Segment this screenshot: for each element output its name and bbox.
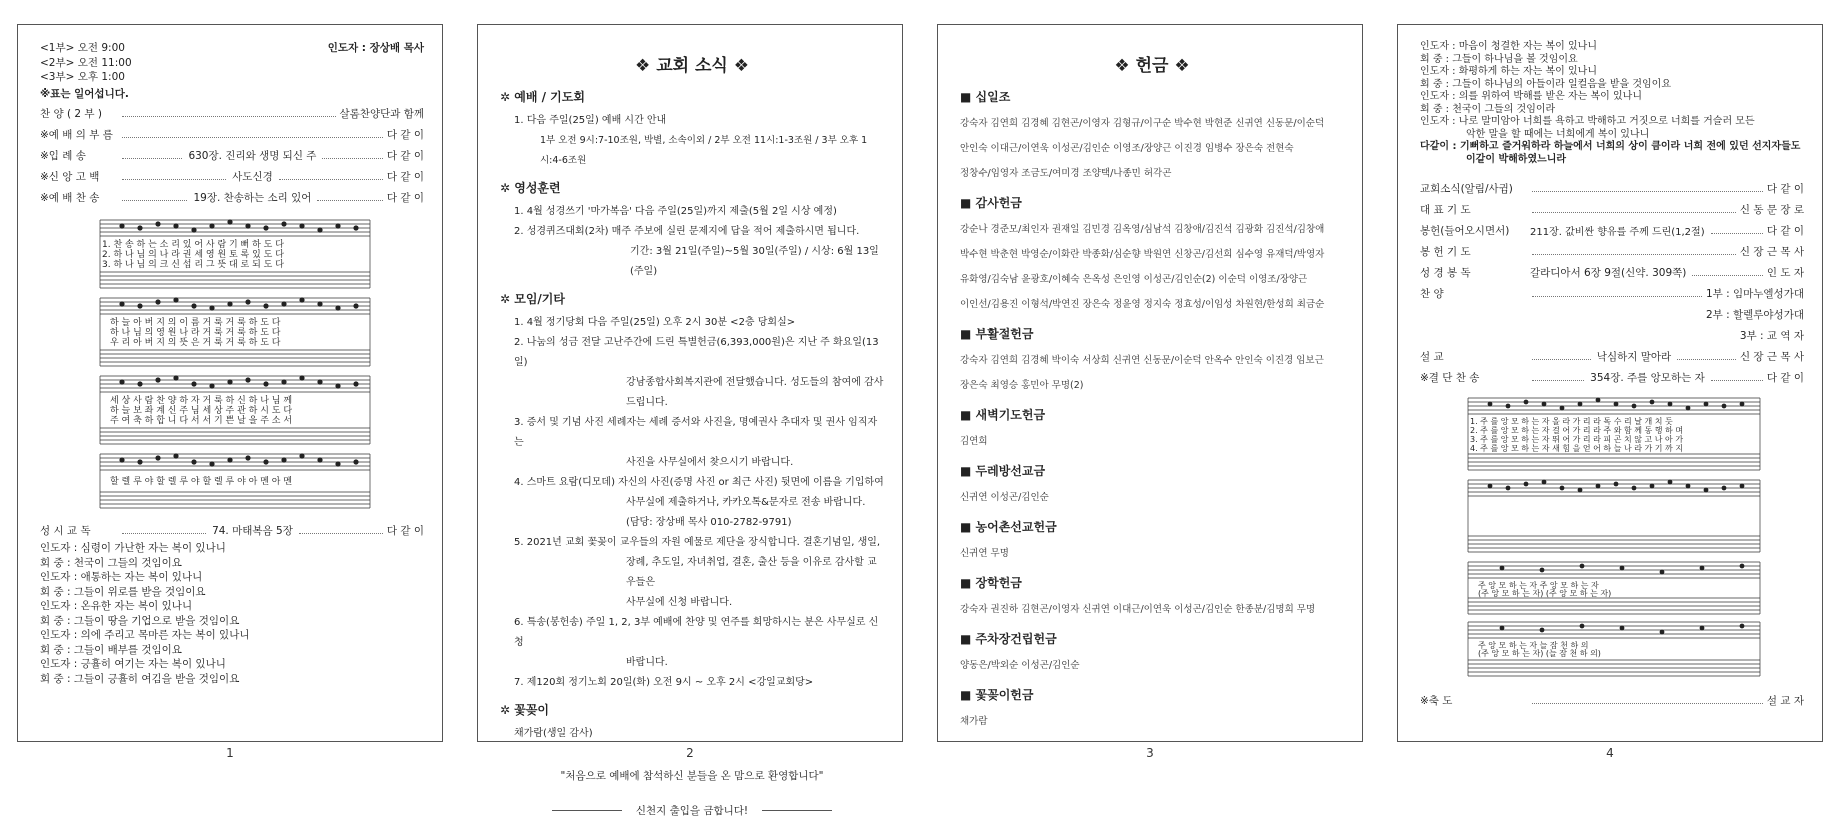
news-item: 2. 나눔의 성금 전달 고난주간에 드린 특별헌금(6,393,000원)은 지난 주 화요일(13일) <box>514 337 879 368</box>
page-number: 4 <box>1606 746 1614 760</box>
news-item: 5. 2021년 교회 꽃꽂이 교우들의 자원 예물로 제단을 장식합니다. 결혼기념일, 생일, <box>514 537 881 548</box>
order-label: 교회소식(알림/사귐) <box>1420 183 1513 195</box>
page-number: 3 <box>1146 746 1154 760</box>
leader-dots <box>1532 254 1736 255</box>
leader-dots <box>122 137 383 138</box>
order-leader: 다 같 이 <box>1766 183 1804 195</box>
footer-text: 신천지 출입을 금합니다! <box>635 805 749 817</box>
leader-dots <box>1711 380 1763 381</box>
lyric-line: 2. 하 나 님 의 나 라 권 세 영 원 토 록 있 도 다 <box>102 250 284 260</box>
order-leader: 다 같 이 <box>386 129 424 141</box>
lyric-line: 할 렐 루 야 할 렐 루 야 할 렐 루 야 아 멘 아 멘 <box>110 477 293 487</box>
offering-names: 강숙자 김연희 김경혜 박이숙 서상희 신귀연 신동문/이순덕 안옥수 안인숙 이진경 임보근 <box>960 355 1324 366</box>
offering-heading: ■ 감사헌금 <box>960 196 1022 210</box>
order-list-bottom <box>1420 178 1804 388</box>
reading-line: 인도자 : 나로 말미암아 너희를 욕하고 박해하고 거짓으로 너희를 거슬러 모든 <box>1420 116 1755 127</box>
leader-dots <box>122 116 336 117</box>
reading-line: 인도자 : 애통하는 자는 복이 있나니 <box>40 571 203 583</box>
stand-note: ※표는 일어섭니다. <box>40 87 129 100</box>
reading-line: 회 중 : 그들이 위로를 받을 것임이요 <box>40 585 206 598</box>
order-item: 낙심하지 말아라 <box>1596 351 1672 363</box>
order-row <box>40 145 424 166</box>
order-item: 74. 마태복음 5장 <box>212 525 293 537</box>
bulletin-page-4 <box>1397 24 1823 742</box>
news-item: 1. 4월 성경쓰기 '마가복음' 다음 주일(25일)까지 제출(5월 2일 시상 예정) <box>514 206 837 217</box>
bulletin-page-1 <box>17 24 443 742</box>
section-heading: ✲ 모임/기타 <box>500 292 565 306</box>
news-item: 장례, 추도일, 자녀취업, 결혼, 출산 등을 이유로 감사할 교우들은 <box>626 557 877 588</box>
order-leader: 신 동 문 장 로 <box>1739 204 1804 216</box>
offering-heading: ■ 부활절헌금 <box>960 327 1034 341</box>
news-item: 사무실에 신청 바랍니다. <box>626 597 733 608</box>
news-item: 7. 제120회 정기노회 20일(화) 오전 9시 ~ 오후 2시 <강일교회당> <box>514 677 814 688</box>
lyric-line: 3. 주 를 앙 모 하 는 자 뛰 어 가 리 라 피 곤 치 않 고 나 아 가 <box>1470 435 1684 444</box>
service-time-2: <2부> 오전 11:00 <box>40 56 132 69</box>
reading-line: 다같이 : 기뻐하고 즐거워하라 하늘에서 너희의 상이 큼이라 너희 전에 있던 선지자들도 <box>1420 141 1801 152</box>
news-item: 4. 스마트 요람(디모데) 자신의 사진(증명 사진 or 최근 사진) 뒷면에 이름을 기입하여 <box>514 477 884 488</box>
offering-names: 강숙자 김연희 김경혜 김현곤/이영자 김형규/이구순 박수현 박현준 신귀연 신동문/이순덕 <box>960 118 1325 129</box>
offering-names: 안인숙 이대근/이연욱 이성곤/김인순 이영조/장양근 이진경 임병수 장은숙 전현숙 <box>960 143 1294 154</box>
order-label: ※예 배 찬 송 <box>40 192 100 204</box>
news-item: 1. 다음 주일(25일) 예배 시간 안내 <box>514 115 667 126</box>
reading-line: 회 중 : 천국이 그들의 것임이요 <box>40 556 182 569</box>
order-row <box>1420 241 1804 262</box>
order-leader: 신 장 근 목 사 <box>1739 351 1805 363</box>
leader-dots <box>279 179 383 180</box>
lyric-line: (주 앙 모 하 는 자) (늘 잠 천 하 의) <box>1478 649 1601 658</box>
bulletin-page-2 <box>477 24 903 817</box>
offering-heading: ■ 십일조 <box>960 90 1011 104</box>
leader-dots <box>299 533 383 534</box>
order-leader: 다 같 이 <box>386 171 424 183</box>
lyric-line: 1. 주 를 앙 모 하 는 자 올 라 가 리 라 독 수 리 날 개 치 듯 <box>1470 417 1673 426</box>
order-label: 성 경 봉 독 <box>1420 267 1471 279</box>
offering-names: 신귀연 이성곤/김인순 <box>960 492 1049 503</box>
order-label: 대 표 기 도 <box>1420 204 1471 216</box>
leader-dots <box>1532 359 1591 360</box>
reading-line: 이같이 박해하였느니라 <box>1466 153 1567 165</box>
order-leader: 3부 : 교 역 자 <box>1739 330 1804 342</box>
reading-line: 회 중 : 그들이 긍휼히 여김을 받을 것임이요 <box>40 672 240 685</box>
order-row <box>40 187 424 208</box>
order-row <box>1420 220 1804 241</box>
order-leader: 설 교 자 <box>1766 695 1804 707</box>
leader-dots <box>1692 275 1763 276</box>
news-item: 1. 4월 정기당회 다음 주일(25일) 오후 2시 30분 <2층 당회실> <box>514 317 796 328</box>
rule-left <box>552 810 622 811</box>
hymn-score-354 <box>1462 394 1762 684</box>
service-time-1: <1부> 오전 9:00 <box>40 42 125 54</box>
lyric-line: 주 여 축 하 합 니 다 서 서 기 쁜 날 을 주 소 서 <box>110 416 293 426</box>
order-leader: 다 같 이 <box>386 150 425 162</box>
lyric-line: 주 앙 모 하 는 자 늘 잠 천 하 의 <box>1478 641 1589 650</box>
service-time-3: <3부> 오후 1:00 <box>40 71 125 83</box>
order-item: 19장. 찬송하는 소리 있어 <box>193 192 312 204</box>
lyric-line: 주 앙 모 하 는 자 주 앙 모 하 는 자 <box>1478 581 1599 590</box>
order-item: 갈라디아서 6장 9절(신약. 309쪽) <box>1530 267 1687 279</box>
order-leader: 1부 : 임마누엘성가대 <box>1705 288 1804 300</box>
offering-heading: ■ 농어촌선교헌금 <box>960 520 1057 534</box>
news-item: 2. 성경퀴즈대회(2차) 매주 주보에 실린 문제지에 답을 적어 제출하시면 됩니다. <box>514 226 860 237</box>
offering-names: 채가람 <box>960 716 988 727</box>
reading-line: 인도자 : 온유한 자는 복이 있나니 <box>40 600 193 612</box>
order-row <box>40 124 424 145</box>
offering-names: 이인선/김용진 이형석/박연진 장은숙 정윤영 정지숙 정효성/이임성 차원현/한성희 최금순 <box>960 299 1325 310</box>
offering-heading: ■ 두레방선교금 <box>960 464 1046 478</box>
leader-dots <box>1532 212 1736 213</box>
leader-dots <box>1532 191 1763 192</box>
order-item: 사도신경 <box>232 171 273 183</box>
leader-dots <box>122 179 226 180</box>
news-item: (담당: 장상배 목사 010-2782-9791) <box>626 517 792 528</box>
reading-line: 회 중 : 그들이 하나님의 아들이라 일컬음을 받을 것임이요 <box>1420 78 1671 90</box>
welcome-quote: "처음으로 예배에 참석하신 분들을 온 맘으로 환영합니다" <box>560 770 824 782</box>
lyric-line: 1. 찬 송 하 는 소 리 있 어 사 람 기 뻐 하 도 다 <box>102 240 284 250</box>
section-heading: ✲ 예배 / 기도회 <box>500 90 585 104</box>
leader-dots <box>317 200 382 201</box>
order-leader: 인 도 자 <box>1766 267 1804 279</box>
order-leader: 다 같 이 <box>386 525 425 537</box>
reading-line: 인도자 : 의에 주리고 목마른 자는 복이 있나니 <box>40 629 250 641</box>
leader-dots <box>1532 703 1763 704</box>
reading-line: 회 중 : 그들이 땅을 기업으로 받을 것임이요 <box>40 614 240 627</box>
lyric-line: 우 리 아 버 지 의 뜻 은 거 룩 거 룩 하 도 다 <box>110 338 281 348</box>
leader-dots <box>122 533 206 534</box>
reading-line: 회 중 : 그들이 배부를 것임이요 <box>40 643 182 656</box>
lyric-line: 세 상 사 람 찬 양 하 자 거 룩 하 신 하 나 님 께 <box>110 396 293 406</box>
order-row <box>40 166 424 187</box>
leader-dots <box>1677 359 1736 360</box>
offering-names: 박수현 박춘현 박영순/이화란 박종화/심순향 박원연 신창곤/김선희 심수영 유재덕/박영자 <box>960 249 1325 260</box>
rule-right <box>762 810 832 811</box>
leader-dots <box>1532 296 1702 297</box>
section-heading: ✲ 꽃꽂이 <box>500 703 550 717</box>
news-item: 3. 증서 및 기념 사진 세례자는 세례 증서와 사진을, 명예권사 추대자 및 권사 임직자는 <box>514 417 878 448</box>
order-label: 성 시 교 독 <box>40 525 91 537</box>
leader-dots <box>1532 380 1584 381</box>
news-item: 바랍니다. <box>626 657 668 668</box>
reading-line: 인도자 : 마음이 청결한 자는 복이 있나니 <box>1420 41 1598 52</box>
leader-dots <box>1711 233 1763 234</box>
news-item: 기간: 3월 21일(주일)~5월 30일(주일) / 시상: 6월 13일(주일) <box>630 246 879 277</box>
reading-line: 회 중 : 천국이 그들의 것임이라 <box>1420 103 1556 115</box>
offering-groups <box>960 88 1344 734</box>
lyric-line: 하 늘 보 좌 계 신 주 님 세 상 주 관 하 시 도 다 <box>110 406 293 416</box>
offering-names: 강순나 경준모/최인자 권재일 김민경 김옥영/심남석 김창애/김진석 김광화 김진석/김창애 <box>960 224 1325 235</box>
responsive-reading <box>40 541 424 686</box>
order-leader: 2부 : 할렐루야성가대 <box>1705 309 1804 321</box>
offering-heading: ■ 새벽기도헌금 <box>960 408 1046 422</box>
offering-heading: ■ 주차장건립헌금 <box>960 632 1057 646</box>
news-title: ❖ 교회 소식 ❖ <box>635 56 749 76</box>
order-row <box>1420 304 1804 325</box>
order-item: 211장. 값비싼 향유를 주께 드린(1,2절) <box>1530 227 1705 238</box>
order-item: 354장. 주를 앙모하는 자 <box>1590 372 1705 384</box>
service-times <box>40 41 132 85</box>
order-label: ※입 례 송 <box>40 150 86 162</box>
hymn-score-19 <box>92 214 372 514</box>
order-row <box>1420 199 1804 220</box>
order-leader: 다 같 이 <box>1766 372 1804 384</box>
bulletin-page-3 <box>937 24 1363 742</box>
order-row <box>1420 346 1804 367</box>
order-item: 630장. 진리와 생명 되신 주 <box>188 150 317 162</box>
reading-line: 인도자 : 심령이 가난한 자는 복이 있나니 <box>40 542 226 554</box>
offering-names: 유화영/김숙남 윤광호/이혜숙 은옥성 은인영 이성곤/김인순(2) 이순덕 이영조/장양근 <box>960 274 1308 285</box>
section-heading: ✲ 영성훈련 <box>500 181 561 195</box>
order-leader: 다 같 이 <box>386 192 425 204</box>
order-row <box>40 103 424 124</box>
footer-warning <box>500 803 884 818</box>
news-item: 사무실에 제출하거나, 카카오톡&문자로 전송 바랍니다. <box>626 497 866 508</box>
order-row <box>1420 690 1804 711</box>
lyric-line: 2. 주 를 앙 모 하 는 자 걸 어 가 리 라 주 와 함 께 동 행 하 며 <box>1470 426 1684 435</box>
offering-names: 신귀연 무명 <box>960 548 1009 559</box>
order-row <box>1420 367 1804 388</box>
reading-line: 인도자 : 긍휼히 여기는 자는 복이 있나니 <box>40 658 226 670</box>
offering-names: 정창수/임영자 조금도/여미경 조양택/나종민 허각곤 <box>960 168 1172 179</box>
news-item: 6. 특송(봉헌송) 주일 1, 2, 3부 예배에 찬양 및 연주를 희망하시는 분은 사무실로 신청 <box>514 617 879 648</box>
offering-names: 장은숙 최영승 홍민아 무명(2) <box>960 380 1084 391</box>
order-row <box>1420 178 1804 199</box>
offering-names: 김연희 <box>960 436 988 447</box>
order-leader: 신 장 근 목 사 <box>1739 246 1804 258</box>
order-row <box>1420 283 1804 304</box>
reading-line: 악한 말을 할 때에는 너희에게 복이 있나니 <box>1466 128 1650 140</box>
offering-names: 강숙자 권진하 김현곤/이영자 신귀연 이대근/이연욱 이성곤/김인순 한종분/김명희 무명 <box>960 604 1316 615</box>
leader-dots <box>122 200 187 201</box>
order-leader: 살롬찬양단과 함께 <box>339 108 424 120</box>
reading-line: 회 중 : 그들이 하나님을 볼 것임이요 <box>1420 53 1578 65</box>
offering-title: ❖ 헌금 ❖ <box>1114 56 1190 76</box>
order-list-top <box>40 103 424 208</box>
lyric-line: 하 나 님 의 영 원 나 라 거 룩 거 룩 하 도 다 <box>110 328 281 338</box>
offering-heading: ■ 꽃꽂이헌금 <box>960 688 1034 702</box>
order-label: ※결 단 찬 송 <box>1420 372 1480 384</box>
leader-dots <box>322 158 382 159</box>
order-leader: 다 같 이 <box>1766 225 1804 237</box>
lyric-line: 4. 주 를 앙 모 하 는 자 새 힘 을 얻 어 하 늘 나 라 가 기 까 지 <box>1470 444 1684 453</box>
order-label: 봉 헌 기 도 <box>1420 246 1471 258</box>
page-number: 2 <box>686 746 694 760</box>
reading-line: 인도자 : 의를 위하여 박해를 받은 자는 복이 있나니 <box>1420 91 1642 102</box>
offering-heading: ■ 장학헌금 <box>960 576 1022 590</box>
order-label: 설 교 <box>1420 351 1444 363</box>
worship-leader: 인도자 : 장상배 목사 <box>327 42 424 54</box>
lyric-line: 3. 하 나 님 의 크 신 섭 리 그 뜻 대 로 되 도 다 <box>102 260 284 270</box>
spacer <box>1420 166 1804 178</box>
order-row <box>1420 262 1804 283</box>
order-row <box>40 520 424 541</box>
page-number: 1 <box>226 746 234 760</box>
order-label: ※축 도 <box>1420 695 1453 707</box>
reading-line: 인도자 : 화평하게 하는 자는 복이 있나니 <box>1420 66 1598 77</box>
news-item: 사진을 사무실에서 찾으시기 바랍니다. <box>626 457 794 468</box>
news-item: 채가람(생일 감사) <box>514 728 593 739</box>
order-label: 봉헌(들어오시면서) <box>1420 225 1510 237</box>
order-label: 찬 양 <box>1420 288 1444 300</box>
offering-names: 양동은/박외순 이성곤/김인순 <box>960 660 1080 671</box>
news-list <box>500 313 884 693</box>
lyric-line: (주 앙 모 하 는 자) (주 앙 모 하 는 자) <box>1478 589 1612 598</box>
service-header <box>40 41 424 85</box>
order-label: 찬 양 ( 2 부 ) <box>40 108 102 120</box>
order-label: ※신 앙 고 백 <box>40 171 100 183</box>
news-item: 1부 오전 9시:7-10조원, 박별, 소속이외 / 2부 오전 11시:1-3조원 / 3부 오후 1시:4-6조원 <box>540 135 868 166</box>
order-label: ※예 배 의 부 름 <box>40 129 113 141</box>
order-row <box>1420 325 1804 346</box>
lyric-line: 하 늘 아 버 지 의 이 름 거 룩 거 룩 하 도 다 <box>110 318 281 328</box>
news-item: 강남종합사회복지관에 전달했습니다. 성도들의 참여에 감사드립니다. <box>626 377 884 408</box>
leader-dots <box>122 158 182 159</box>
responsive-reading-cont <box>1420 41 1804 166</box>
